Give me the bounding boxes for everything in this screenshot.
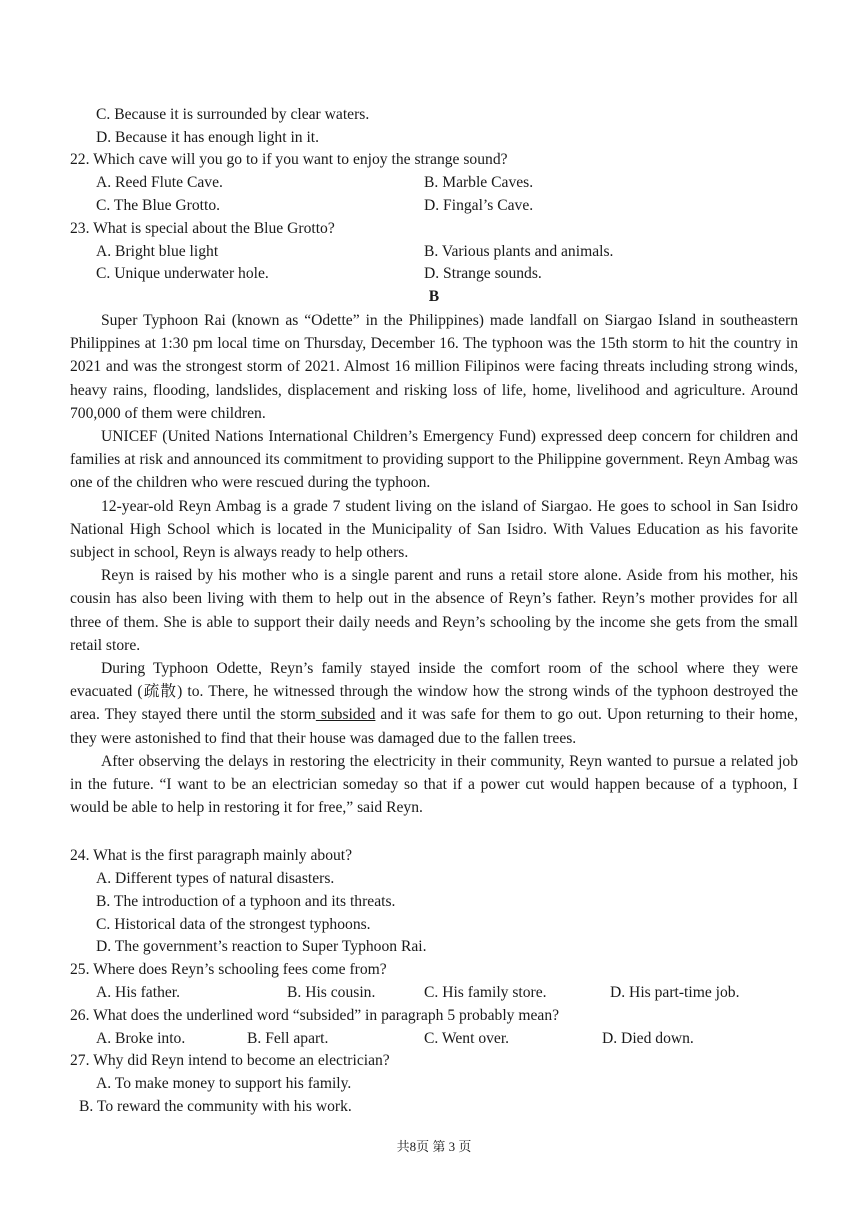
passage-paragraph-3: 12-year-old Reyn Ambag is a grade 7 student living on the island of Siargao. He goes to school in San Isidro National High School which is located in the Municipality of San Isidro. With Values Education as his favorite subject in school, Reyn is always ready to help others. [70,497,798,562]
passage-paragraph-5 [70,657,798,750]
question-22-option-c: C. The Blue Grotto. [96,197,221,214]
question-23-stem: 23. What is special about the Blue Grotto? [70,220,335,237]
question-25-option-d: D. His part-time job. [610,984,740,1001]
passage-paragraph-1: Super Typhoon Rai (known as “Odette” in the Philippines) made landfall on Siargao Island in southeastern Philippines at 1:30 pm local time on Thursday, December 16. The typhoon was the 15th storm to hit the country in 2021 and was the strongest storm of 2021. Almost 16 million Filipinos were facing threats including strong winds, heavy rains, flooding, landslides, displacement and risking loss of life, home, livelihood and agriculture. Around 700,000 of them were children. [70,312,798,422]
question-23-option-d: D. Strange sounds. [424,265,542,282]
question-22-option-b: B. Marble Caves. [424,174,534,191]
question-24-option-a: A. Different types of natural disasters. [96,870,335,887]
passage-paragraph-5-text-before: During Typhoon Odette, Reyn’s family stayed inside the comfort room of the school where they were evacuated (疏散) to. There, he witnessed through the window how the strong winds of the typhoon destroyed the area. They stayed there until the storm [70,660,798,724]
question-23-option-a: A. Bright blue light [96,243,219,260]
question-22-option-d: D. Fingal’s Cave. [424,197,534,214]
question-26-option-a: A. Broke into. [96,1030,186,1047]
passage-paragraph-5-text-after: and it was safe for them to go out. Upon returning to their home, they were astonished to find that their house was damaged due to the fallen trees. [70,706,798,747]
question-25-option-a: A. His father. [96,984,181,1001]
question-24-option-c: C. Historical data of the strongest typhoons. [96,916,371,933]
question-24-option-d: D. The government’s reaction to Super Typhoon Rai. [96,938,427,955]
passage [70,309,798,819]
question-26-option-b: B. Fell apart. [247,1030,329,1047]
question-25-stem: 25. Where does Reyn’s schooling fees come from? [70,961,387,978]
question-26-stem: 26. What does the underlined word “subsided” in paragraph 5 probably mean? [70,1007,560,1024]
page-footer: 共8页 第 3 页 [396,1139,472,1154]
question-27-option-a: A. To make money to support his family. [96,1075,352,1092]
question-25-option-c: C. His family store. [424,984,547,1001]
question-22-stem: 22. Which cave will you go to if you want to enjoy the strange sound? [70,151,508,168]
question-23-option-c: C. Unique underwater hole. [96,265,269,282]
section-title: B [428,288,440,305]
question-26-option-d: D. Died down. [602,1030,694,1047]
question-27-option-b: B. To reward the community with his work. [79,1098,352,1115]
question-26-option-c: C. Went over. [424,1030,510,1047]
passage-paragraph-2: UNICEF (United Nations International Children’s Emergency Fund) expressed deep concern for children and families at risk and announced its commitment to providing support to the Philippine government. Reyn Ambag was one of the children who were rescued during the typhoon. [70,428,798,492]
option-c: C. Because it is surrounded by clear waters. [96,106,370,123]
question-24-option-b: B. The introduction of a typhoon and its threats. [96,893,396,910]
question-23-option-b: B. Various plants and animals. [424,243,614,260]
question-27-stem: 27. Why did Reyn intend to become an electrician? [70,1052,390,1069]
question-22-option-a: A. Reed Flute Cave. [96,174,223,191]
underlined-word-subsided: subsided [315,706,376,724]
option-d: D. Because it has enough light in it. [96,129,320,146]
question-24-stem: 24. What is the first paragraph mainly about? [70,847,353,864]
passage-paragraph-6: After observing the delays in restoring the electricity in their community, Reyn wanted to pursue a related job in the future. “I want to be an electrician someday so that if a power cut would happen because of a typhoon, I would be able to help in restoring it for free,” said Reyn. [70,752,798,817]
passage-paragraph-4: Reyn is raised by his mother who is a single parent and runs a retail store alone. Aside from his mother, his cousin has also been living with them to help out in the absence of Reyn’s father. Reyn’s mother provides for all three of them. She is able to support their daily needs and Reyn’s schooling by the income she gets from the small retail store. [70,567,798,654]
question-25-option-b: B. His cousin. [287,984,376,1001]
